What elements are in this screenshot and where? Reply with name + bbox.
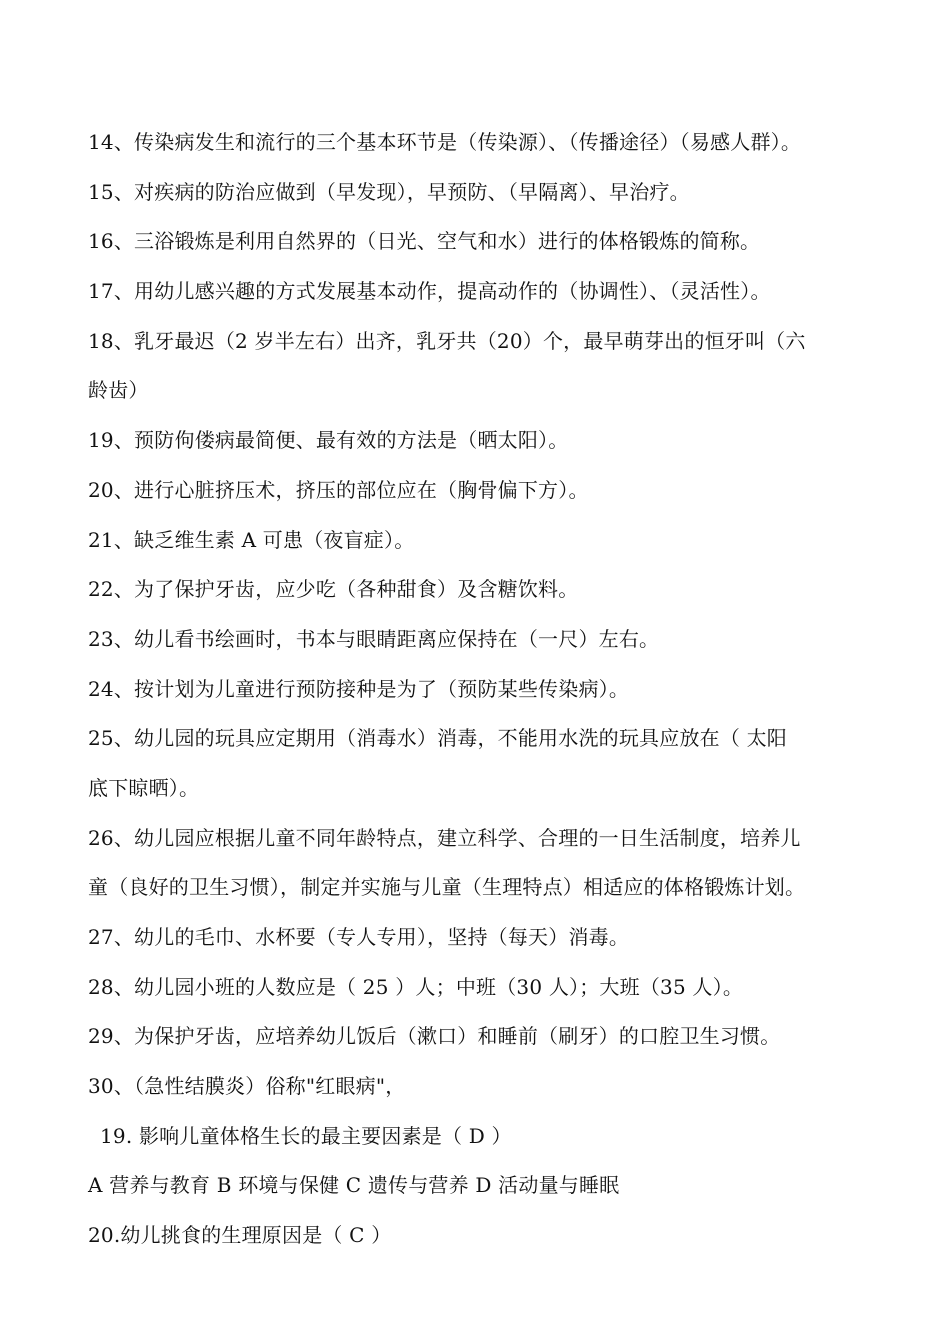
question-line-28: 28、幼儿园小班的人数应是（ 25 ）人；中班（30 人）；大班（35 人）。 [88,974,744,999]
question-line-20: 20、进行心脏挤压术，挤压的部位应在（胸骨偏下方）。 [88,477,589,502]
question-line-18-cont: 龄齿） [88,378,149,403]
question-line-25: 25、幼儿园的玩具应定期用（消毒水）消毒，不能用水洗的玩具应放在（ 太阳 [88,726,788,751]
question-line-14: 14、传染病发生和流行的三个基本环节是（传染源）、（传播途径）（易感人群）。 [88,130,802,154]
question-line-26-cont: 童（良好的卫生习惯），制定并实施与儿童（生理特点）相适应的体格锻炼计划。 [88,875,806,900]
question-line-23: 23、幼儿看书绘画时，书本与眼睛距离应保持在（一尺）左右。 [88,626,660,651]
mc-question-20: 20.幼儿挑食的生理原因是（ C ） [88,1223,392,1248]
mc-options-19: A 营养与教育 B 环境与保健 C 遗传与营养 D 活动量与睡眠 [88,1173,620,1198]
mc-question-19: 19. 影响儿童体格生长的最主要因素是（ D ） [100,1123,512,1148]
document-body [88,118,878,1261]
question-line-17: 17、用幼儿感兴趣的方式发展基本动作，提高动作的（协调性）、（灵活性）。 [88,279,771,304]
question-line-16: 16、三浴锻炼是利用自然界的（日光、空气和水）进行的体格锻炼的简称。 [88,229,761,254]
question-line-29: 29、为保护牙齿，应培养幼儿饭后（漱口）和睡前（刷牙）的口腔卫生习惯。 [88,1024,781,1049]
question-line-21: 21、缺乏维生素 A 可患（夜盲症）。 [88,527,415,552]
question-line-27: 27、幼儿的毛巾、水杯要（专人专用），坚持（每天）消毒。 [88,925,630,949]
question-line-18: 18、乳牙最迟（2 岁半左右）出齐，乳牙共（20）个，最早萌芽出的恒牙叫（六 [88,328,806,353]
question-line-30: 30、（急性结膜炎）俗称"红眼病"， [88,1074,406,1099]
question-line-22: 22、为了保护牙齿，应少吃（各种甜食）及含糖饮料。 [88,577,579,602]
question-line-15: 15、对疾病的防治应做到（早发现），早预防、（早隔离）、早治疗。 [88,179,690,204]
question-line-19: 19、预防佝偻病最简便、最有效的方法是（晒太阳）。 [88,428,569,453]
question-line-24: 24、按计划为儿童进行预防接种是为了（预防某些传染病）。 [88,676,630,701]
question-line-26: 26、幼儿园应根据儿童不同年龄特点，建立科学、合理的一日生活制度，培养儿 [88,825,801,850]
question-line-25-cont: 底下晾晒）。 [88,775,200,800]
